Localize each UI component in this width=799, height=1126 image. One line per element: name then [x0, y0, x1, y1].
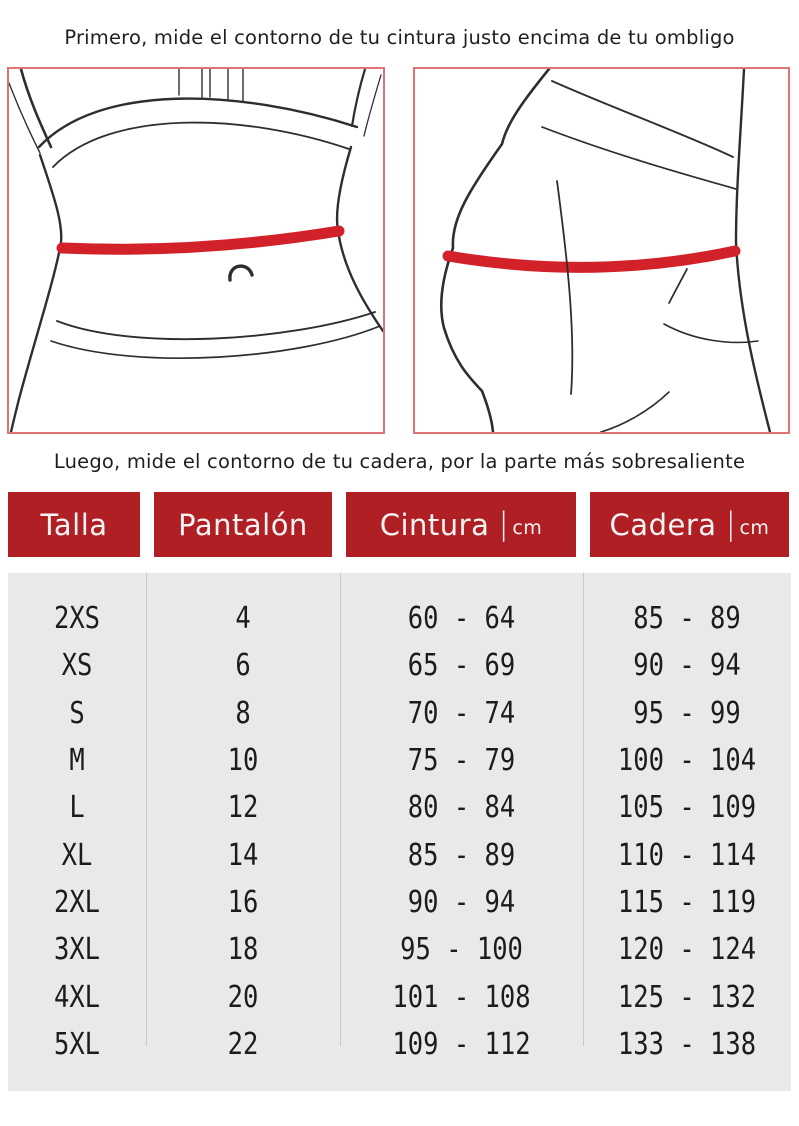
- cell-pantalon: 22: [227, 1026, 259, 1062]
- cell-cintura: 101 - 108: [392, 979, 531, 1015]
- shirt-hem-lower-line: [542, 127, 736, 189]
- hip-instruction-text: Luego, mide el contorno de tu cadera, por la parte más sobresaliente: [53, 450, 746, 473]
- cell-pantalon: 6: [235, 648, 251, 684]
- cell-pantalon: 14: [227, 837, 259, 873]
- cell-talla: M: [69, 743, 85, 779]
- cell-pantalon: 16: [227, 884, 259, 920]
- header-cintura: [346, 492, 576, 557]
- bra-strap-left-inner: [9, 83, 40, 153]
- cell-cintura: 95 - 100: [400, 932, 523, 968]
- cell-cintura: 70 - 74: [407, 695, 516, 731]
- buttock-crease-line: [557, 181, 572, 394]
- cell-cadera: 125 - 132: [617, 979, 757, 1015]
- measurement-figures: [0, 67, 799, 434]
- header-cadera-label: Cadera: [609, 507, 717, 542]
- cell-cadera: 115 - 119: [617, 884, 757, 920]
- header-cintura-unit: cm: [512, 516, 543, 539]
- cell-pantalon: 10: [227, 743, 259, 779]
- cell-cadera: 105 - 109: [617, 790, 757, 826]
- waist-tape-line: [62, 231, 339, 249]
- header-cadera: [590, 492, 789, 557]
- column-divider: [146, 573, 147, 1046]
- cell-cintura: 90 - 94: [407, 884, 516, 920]
- shirt-hem-upper-line: [552, 81, 733, 157]
- waist-measure-figure: [7, 67, 385, 434]
- cell-cintura: 80 - 84: [407, 790, 516, 826]
- header-talla: [8, 492, 140, 557]
- cell-talla: 2XL: [53, 884, 101, 920]
- cell-cadera: 133 - 138: [617, 1026, 757, 1062]
- header-cintura-label: Cintura: [379, 507, 490, 542]
- cell-cintura: 65 - 69: [407, 648, 516, 684]
- bra-band-inner-line: [53, 123, 349, 167]
- navel-mark: [230, 266, 252, 280]
- cell-talla: L: [69, 790, 85, 826]
- cell-pantalon: 12: [227, 790, 259, 826]
- hip-crease-line: [669, 269, 687, 303]
- size-table-header: [8, 492, 799, 557]
- lower-crease-line: [601, 392, 669, 432]
- cell-cintura: 109 - 112: [392, 1026, 531, 1062]
- cell-talla: 3XL: [53, 932, 101, 968]
- header-pantalon-label: Pantalón: [178, 507, 308, 542]
- cell-pantalon: 18: [227, 932, 259, 968]
- torso-right-contour: [337, 147, 383, 331]
- header-pantalon: [154, 492, 332, 557]
- cell-cadera: 100 - 104: [617, 743, 757, 779]
- column-divider: [583, 573, 584, 1046]
- waist-figure-drawing: [9, 69, 383, 432]
- cell-talla: 5XL: [53, 1026, 101, 1062]
- cell-talla: S: [69, 695, 85, 731]
- header-talla-label: Talla: [40, 507, 108, 542]
- size-table-body: [8, 573, 791, 1091]
- cell-pantalon: 20: [227, 979, 259, 1015]
- unit-separator: |: [498, 505, 510, 542]
- cell-cintura: 60 - 64: [407, 601, 516, 637]
- pant-waistband-upper-line: [57, 312, 375, 339]
- cell-cadera: 85 - 89: [633, 601, 741, 637]
- cell-cadera: 120 - 124: [617, 932, 757, 968]
- column-divider: [340, 573, 341, 1046]
- cell-cadera: 90 - 94: [633, 648, 741, 684]
- hip-tape-line: [448, 251, 735, 267]
- bra-strap-left: [21, 69, 51, 147]
- bra-strap-right-inner: [364, 75, 381, 136]
- cell-talla: 4XL: [53, 979, 101, 1015]
- cell-pantalon: 8: [235, 695, 251, 731]
- thigh-crease-line: [664, 324, 758, 342]
- cell-cadera: 110 - 114: [617, 837, 757, 873]
- buttock-contour: [441, 69, 549, 432]
- hip-figure-drawing: [415, 69, 788, 432]
- cell-talla: XS: [61, 648, 93, 684]
- cell-talla: 2XS: [53, 601, 101, 637]
- front-contour: [736, 69, 770, 432]
- cell-cintura: 85 - 89: [407, 837, 516, 873]
- cell-talla: XL: [61, 837, 93, 873]
- pant-waistband-lower-line: [51, 326, 380, 358]
- cell-cadera: 95 - 99: [633, 695, 741, 731]
- waist-instruction-text: Primero, mide el contorno de tu cintura justo encima de tu ombligo: [64, 26, 735, 49]
- hip-measure-figure: [413, 67, 790, 434]
- size-table-rows: [8, 573, 791, 1068]
- unit-separator: |: [725, 505, 737, 542]
- bra-strap-right: [352, 69, 365, 126]
- bra-closure-lines: [179, 69, 243, 101]
- torso-left-contour: [11, 155, 61, 432]
- cell-pantalon: 4: [235, 601, 251, 637]
- cell-cintura: 75 - 79: [407, 743, 516, 779]
- header-cadera-unit: cm: [739, 516, 770, 539]
